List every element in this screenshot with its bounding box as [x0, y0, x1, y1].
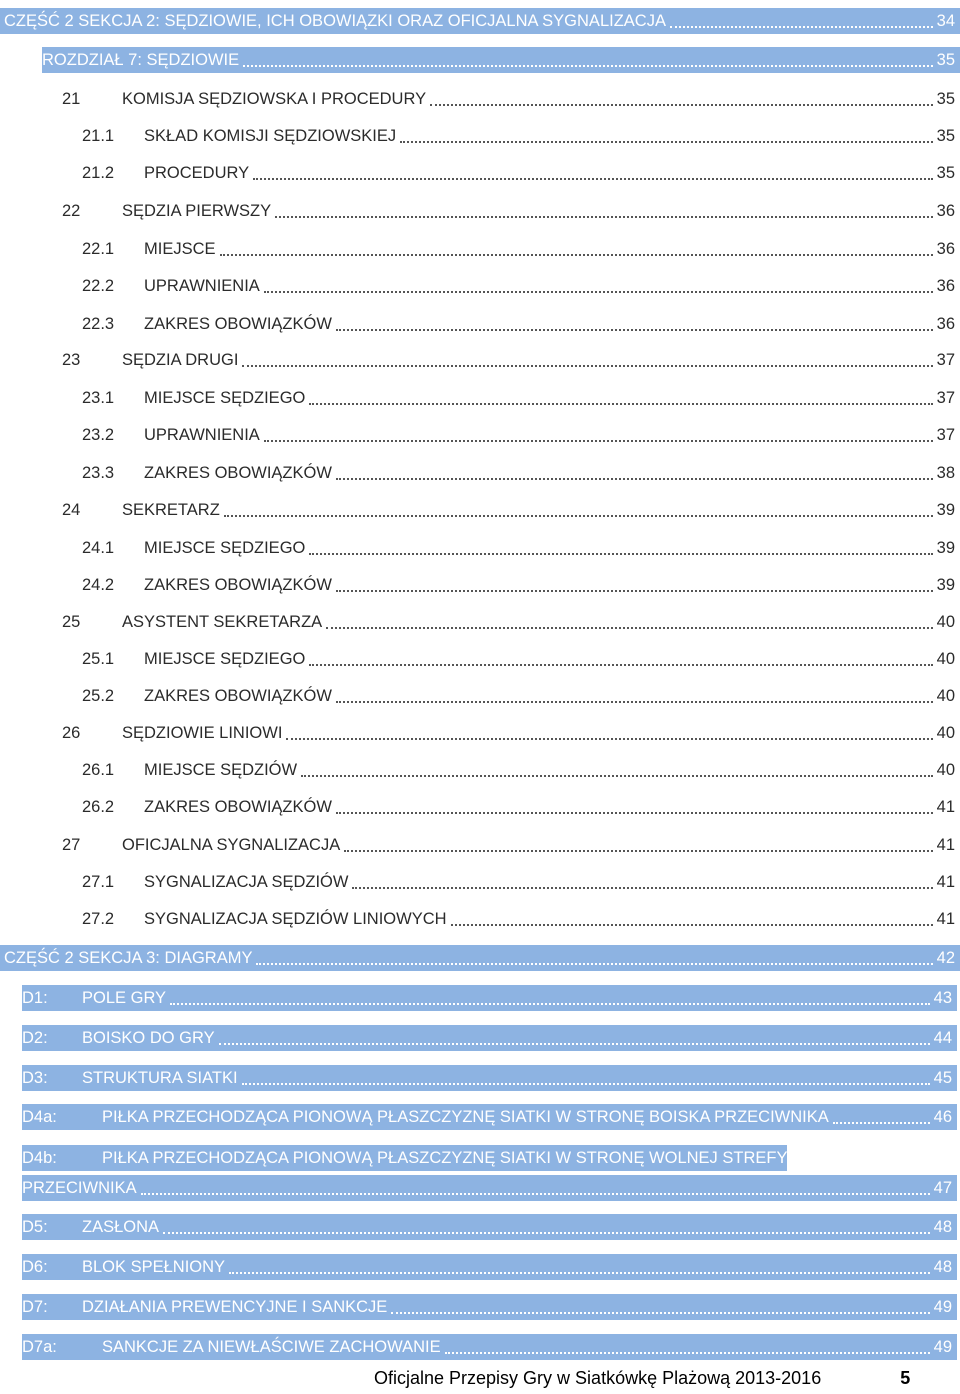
toc-entry[interactable] [22, 1025, 957, 1051]
toc-entry[interactable] [0, 906, 960, 932]
toc-entry[interactable] [0, 945, 960, 971]
toc-entry[interactable] [0, 497, 960, 523]
toc-entry-page: 36 [936, 240, 955, 258]
toc-entry-number: D4a: [22, 1108, 57, 1126]
page-footer [374, 1368, 910, 1389]
toc-entry-number: D5: [22, 1218, 48, 1236]
toc-entry-number: 25.1 [82, 650, 115, 668]
dot-leader [309, 403, 932, 405]
toc-entry[interactable] [0, 683, 960, 709]
toc-entry[interactable] [0, 757, 960, 783]
toc-entry-number: 22.3 [82, 315, 115, 333]
toc-entry-title: UPRAWNIENIA [144, 277, 260, 295]
toc-entry-title: KOMISJA SĘDZIOWSKA I PROCEDURY [122, 90, 427, 108]
toc-entry-number: 24 [62, 501, 81, 519]
toc-entry[interactable] [22, 1104, 957, 1130]
dot-leader [264, 291, 933, 293]
toc-entry-page: 49 [933, 1298, 952, 1316]
toc-entry-number: 23.2 [82, 426, 115, 444]
toc-entry[interactable] [0, 646, 960, 672]
toc-entry-number: D2: [22, 1029, 48, 1047]
toc-entry-number: 26.2 [82, 798, 115, 816]
toc-entry-title: PIŁKA PRZECHODZĄCA PIONOWĄ PŁASZCZYZNĘ SIATKI W STRONĘ WOLNEJ STREFY [102, 1149, 788, 1167]
footer-title: Oficjalne Przepisy Gry w Siatkówkę Plażową 2013-2016 [374, 1368, 822, 1388]
toc-entry-title: SĘDZIA PIERWSZY [122, 202, 272, 220]
toc-entry-title: MIEJSCE SĘDZIEGO [144, 389, 306, 407]
toc-entry-title: PIŁKA PRZECHODZĄCA PIONOWĄ PŁASZCZYZNĘ SIATKI W STRONĘ BOISKA PRZECIWNIKA [102, 1108, 829, 1126]
toc-entry-number: 27.1 [82, 873, 115, 891]
toc-entry-title: SKŁAD KOMISJI SĘDZIOWSKIEJ [144, 127, 397, 145]
toc-entry-title: OFICJALNA SYGNALIZACJA [122, 836, 341, 854]
toc-entry-page: 36 [936, 277, 955, 295]
toc-entry-title: DZIAŁANIA PREWENCYJNE I SANKCJE [82, 1298, 388, 1316]
dot-leader [170, 1003, 930, 1005]
toc-entry-page: 39 [936, 539, 955, 557]
toc-entry[interactable] [0, 720, 960, 746]
toc-entry-number: D3: [22, 1069, 48, 1087]
toc-entry[interactable] [0, 609, 960, 635]
toc-entry[interactable] [0, 236, 960, 262]
toc-entry-number: 24.2 [82, 576, 115, 594]
toc-entry-number: 26.1 [82, 761, 115, 779]
dot-leader [336, 701, 933, 703]
toc-entry-title: MIEJSCE SĘDZIEGO [144, 539, 306, 557]
dot-leader [242, 1083, 930, 1085]
toc-entry-number: 25.2 [82, 687, 115, 705]
toc-entry[interactable] [0, 832, 960, 858]
dot-leader [326, 627, 932, 629]
toc-entry-number: 21.1 [82, 127, 115, 145]
toc-entry-page: 40 [936, 650, 955, 668]
dot-leader [336, 812, 933, 814]
toc-entry-page: 43 [933, 989, 952, 1007]
toc-entry-number: 25 [62, 613, 81, 631]
toc-entry-number: 23 [62, 351, 81, 369]
toc-entry-title: MIEJSCE SĘDZIEGO [144, 650, 306, 668]
toc-entry-title: ZAKRES OBOWIĄZKÓW [144, 687, 332, 705]
dot-leader [224, 515, 933, 517]
toc-entry-page: 42 [936, 949, 955, 967]
toc-entry-page: 40 [936, 761, 955, 779]
toc-entry-page: 39 [936, 576, 955, 594]
toc-entry-title: ZAKRES OBOWIĄZKÓW [144, 576, 332, 594]
toc-entry-title: SĘDZIOWIE LINIOWI [122, 724, 283, 742]
toc-entry[interactable] [22, 1294, 957, 1320]
toc-entry-title: ASYSTENT SEKRETARZA [122, 613, 323, 631]
dot-leader [243, 65, 933, 67]
dot-leader [229, 1272, 930, 1274]
toc-entry-title: PROCEDURY [144, 164, 250, 182]
dot-leader [220, 254, 933, 256]
toc-entry-page: 44 [933, 1029, 952, 1047]
toc-entry[interactable] [22, 985, 957, 1011]
toc-entry-number: 27 [62, 836, 81, 854]
toc-entry-title: PRZECIWNIKA [22, 1179, 137, 1197]
dot-leader [833, 1122, 930, 1124]
toc-entry-page: 40 [936, 613, 955, 631]
dot-leader [264, 440, 933, 442]
toc-entry-title: SANKCJE ZA NIEWŁAŚCIWE ZACHOWANIE [102, 1338, 441, 1356]
toc-entry-number: 23.3 [82, 464, 115, 482]
toc-entry[interactable] [22, 1065, 957, 1091]
toc-entry-number: 27.2 [82, 910, 115, 928]
toc-entry-title: ZASŁONA [82, 1218, 160, 1236]
toc-entry-page: 40 [936, 687, 955, 705]
toc-entry-page: 41 [936, 836, 955, 854]
dot-leader [163, 1232, 930, 1234]
toc-entry-title: BOISKO DO GRY [82, 1029, 215, 1047]
toc-entry[interactable] [22, 1254, 957, 1280]
toc-entry-title: ZAKRES OBOWIĄZKÓW [144, 464, 332, 482]
toc-entry[interactable] [22, 1214, 957, 1240]
toc-entry-page: 38 [936, 464, 955, 482]
dot-leader [352, 887, 932, 889]
toc-entry[interactable] [0, 123, 960, 149]
toc-entry-number: D7: [22, 1298, 48, 1316]
toc-entry-number: 22 [62, 202, 81, 220]
toc-entry-page: 47 [933, 1179, 952, 1197]
toc-entry-page: 40 [936, 724, 955, 742]
toc-entry-page: 35 [936, 90, 955, 108]
toc-entry[interactable] [0, 385, 960, 411]
toc-entry-page: 48 [933, 1258, 952, 1276]
toc-entry-number: D4b: [22, 1149, 57, 1167]
toc-entry-title: SEKRETARZ [122, 501, 220, 519]
toc-entry-page: 39 [936, 501, 955, 519]
toc-entry[interactable] [22, 1334, 957, 1360]
toc-entry[interactable] [0, 198, 960, 224]
toc-entry[interactable] [0, 311, 960, 337]
toc-entry-page: 45 [933, 1069, 952, 1087]
toc-entry[interactable] [0, 869, 960, 895]
dot-leader [219, 1043, 930, 1045]
toc-entry-number: D6: [22, 1258, 48, 1276]
dot-leader [400, 141, 933, 143]
toc-entry-number: 21.2 [82, 164, 115, 182]
dot-leader [275, 216, 932, 218]
toc-entry[interactable] [0, 347, 960, 373]
toc-entry[interactable] [0, 160, 960, 186]
toc-entry-page: 37 [936, 351, 955, 369]
toc-entry-title: SYGNALIZACJA SĘDZIÓW LINIOWYCH [144, 910, 447, 928]
toc-entry-number: 22.2 [82, 277, 115, 295]
dot-leader [256, 963, 932, 965]
toc-entry-page: 36 [936, 202, 955, 220]
dot-leader [309, 664, 932, 666]
toc-entry-title: MIEJSCE SĘDZIÓW [144, 761, 298, 779]
toc-entry[interactable] [42, 47, 960, 73]
toc-entry[interactable] [0, 273, 960, 299]
toc-entry-title: ZAKRES OBOWIĄZKÓW [144, 315, 332, 333]
toc-entry-title: MIEJSCE [144, 240, 216, 258]
toc-entry[interactable] [0, 572, 960, 598]
dot-leader [391, 1312, 929, 1314]
toc-entry-page: 34 [936, 12, 955, 30]
toc-entry-title: STRUKTURA SIATKI [82, 1069, 238, 1087]
toc-entry-page: 35 [936, 127, 955, 145]
toc-entry-page: 37 [936, 426, 955, 444]
toc-entry[interactable] [22, 1145, 787, 1171]
toc-entry-page: 49 [933, 1338, 952, 1356]
toc-entry[interactable] [0, 422, 960, 448]
dot-leader [336, 478, 933, 480]
dot-leader [242, 365, 932, 367]
dot-leader [670, 26, 933, 28]
footer-page-number: 5 [900, 1368, 911, 1388]
toc-entry-title: BLOK SPEŁNIONY [82, 1258, 226, 1276]
toc-entry[interactable] [0, 535, 960, 561]
toc-entry-title: SĘDZIA DRUGI [122, 351, 239, 369]
dot-leader [253, 178, 933, 180]
toc-entry-page: 41 [936, 798, 955, 816]
dot-leader [344, 850, 932, 852]
dot-leader [141, 1193, 930, 1195]
toc-entry-page: 48 [933, 1218, 952, 1236]
toc-entry-number: 23.1 [82, 389, 115, 407]
toc-entry-number: 26 [62, 724, 81, 742]
toc-entry-number: D7a: [22, 1338, 57, 1356]
toc-entry-title: POLE GRY [82, 989, 167, 1007]
toc-entry-page: 35 [936, 51, 955, 69]
dot-leader [451, 924, 933, 926]
toc-entry-page: 35 [936, 164, 955, 182]
toc-entry-number: 24.1 [82, 539, 115, 557]
toc-entry-title: UPRAWNIENIA [144, 426, 260, 444]
toc-entry-number: 22.1 [82, 240, 115, 258]
toc-entry-title: ROZDZIAŁ 7: SĘDZIOWIE [42, 51, 240, 69]
dot-leader [286, 738, 932, 740]
toc-entry-page: 41 [936, 910, 955, 928]
toc-entry-title: CZĘŚĆ 2 SEKCJA 3: DIAGRAMY [4, 949, 253, 967]
dot-leader [430, 104, 933, 106]
dot-leader [309, 553, 932, 555]
toc-entry[interactable] [0, 86, 960, 112]
toc-entry[interactable] [0, 460, 960, 486]
dot-leader [336, 590, 933, 592]
toc-entry[interactable] [0, 794, 960, 820]
toc-entry[interactable] [22, 1175, 957, 1201]
toc-entry-title: ZAKRES OBOWIĄZKÓW [144, 798, 332, 816]
toc-entry-title: CZĘŚĆ 2 SEKCJA 2: SĘDZIOWIE, ICH OBOWIĄZKI ORAZ OFICJALNA SYGNALIZACJA [4, 12, 666, 30]
toc-entry[interactable] [0, 8, 960, 34]
toc-entry-page: 41 [936, 873, 955, 891]
toc-entry-page: 37 [936, 389, 955, 407]
toc-entry-page: 36 [936, 315, 955, 333]
toc-entry-number: D1: [22, 989, 48, 1007]
dot-leader [445, 1352, 930, 1354]
dot-leader [301, 775, 933, 777]
toc-entry-number: 21 [62, 90, 81, 108]
dot-leader [336, 329, 933, 331]
toc-entry-title: SYGNALIZACJA SĘDZIÓW [144, 873, 349, 891]
toc-entry-page: 46 [933, 1108, 952, 1126]
